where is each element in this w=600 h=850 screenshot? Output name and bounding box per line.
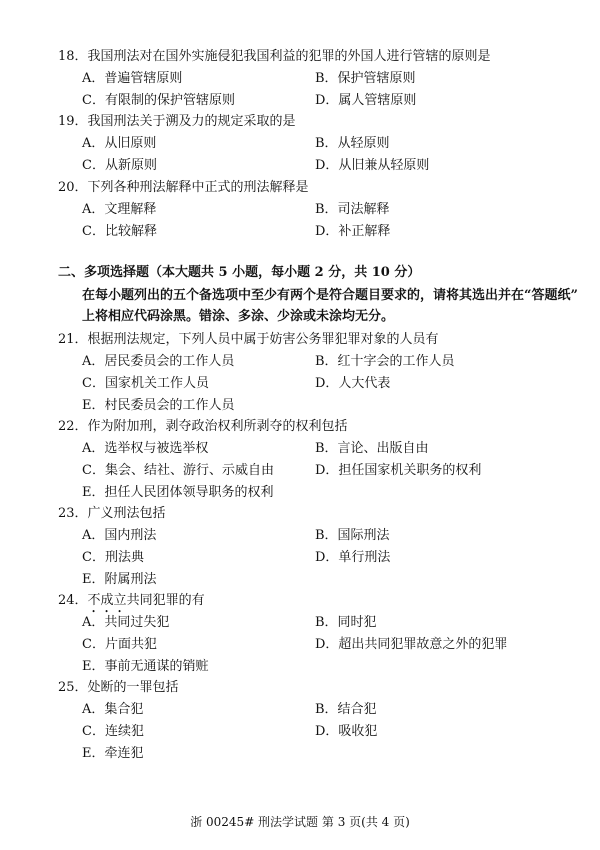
- page-footer: 浙 00245# 刑法学试题 第 3 页(共 4 页): [190, 815, 410, 829]
- question-24-option-d: D．超出共同犯罪故意之外的犯罪: [315, 637, 508, 652]
- question-24-stem: [58, 592, 205, 616]
- section-2-instruction-line-2: 上将相应代码涂黑。错涂、多涂、少涂或未涂均无分。: [82, 309, 395, 324]
- question-22-stem: 22．作为附加刑，剥夺政治权利所剥夺的权利包括: [58, 419, 348, 434]
- question-19-option-b: B．从轻原则: [315, 136, 390, 151]
- section-2-instruction-line-1: 在每小题列出的五个备选项中至少有两个是符合题目要求的，请将其选出并在“答题纸”: [82, 288, 578, 303]
- question-19-option-d: D．从旧兼从轻原则: [315, 158, 430, 173]
- question-24-option-e: E．事前无通谋的销赃: [82, 659, 209, 674]
- question-24-stem-rest: 共同犯罪的有: [126, 593, 205, 608]
- question-24-option-c: C．片面共犯: [82, 637, 157, 652]
- question-21-option-b: B．红十字会的工作人员: [315, 354, 455, 369]
- question-21-option-d: D．人大代表: [315, 376, 391, 391]
- question-22-option-e: E．担任人民团体领导职务的权利: [82, 485, 274, 500]
- question-19-stem: 19．我国刑法关于溯及力的规定采取的是: [58, 114, 296, 129]
- question-21-option-c: C．国家机关工作人员: [82, 376, 209, 391]
- question-20-option-a: A．文理解释: [82, 202, 157, 217]
- question-25-option-c: C．连续犯: [82, 724, 144, 739]
- question-23-stem: 23．广义刑法包括: [58, 506, 166, 521]
- question-22-option-d: D．担任国家机关职务的权利: [315, 463, 482, 478]
- question-24-emphasis: 不成立: [87, 593, 127, 608]
- question-24-option-b: B．同时犯: [315, 615, 377, 630]
- question-20-option-c: C．比较解释: [82, 224, 157, 239]
- question-23-option-e: E．附属刑法: [82, 572, 157, 587]
- question-22-option-a: A．选举权与被选举权: [82, 441, 209, 456]
- question-22-option-c: C．集会、结社、游行、示威自由: [82, 463, 274, 478]
- question-18-option-a: A．普遍管辖原则: [82, 71, 183, 86]
- question-21-stem: 21．根据刑法规定，下列人员中属于妨害公务罪犯罪对象的人员有: [58, 332, 439, 347]
- question-23-option-d: D．单行刑法: [315, 550, 391, 565]
- question-25-option-b: B．结合犯: [315, 702, 377, 717]
- section-2-title: 二、多项选择题（本大题共 5 小题，每小题 2 分，共 10 分）: [58, 265, 421, 280]
- question-23-option-a: A．国内刑法: [82, 528, 157, 543]
- question-18-option-c: C．有限制的保护管辖原则: [82, 93, 235, 108]
- question-18-option-d: D．属人管辖原则: [315, 93, 417, 108]
- question-25-stem: 25．处断的一罪包括: [58, 680, 179, 695]
- question-22-option-b: B．言论、出版自由: [315, 441, 429, 456]
- question-20-option-b: B．司法解释: [315, 202, 390, 217]
- question-21-option-e: E．村民委员会的工作人员: [82, 398, 235, 413]
- question-18-stem: 18．我国刑法对在国外实施侵犯我国利益的犯罪的外国人进行管辖的原则是: [58, 49, 491, 64]
- question-25-option-e: E．牵连犯: [82, 746, 144, 761]
- question-23-option-c: C．刑法典: [82, 550, 144, 565]
- question-23-option-b: B．国际刑法: [315, 528, 390, 543]
- question-19-option-a: A．从旧原则: [82, 136, 157, 151]
- question-24-number: 24．: [58, 593, 88, 608]
- question-25-option-a: A．集合犯: [82, 702, 144, 717]
- question-18-option-b: B．保护管辖原则: [315, 71, 416, 86]
- question-20-option-d: D．补正解释: [315, 224, 391, 239]
- question-21-option-a: A．居民委员会的工作人员: [82, 354, 235, 369]
- question-25-option-d: D．吸收犯: [315, 724, 378, 739]
- question-24-option-a: A．共同过失犯: [82, 615, 170, 630]
- question-19-option-c: C．从新原则: [82, 158, 157, 173]
- question-20-stem: 20．下列各种刑法解释中正式的刑法解释是: [58, 180, 309, 195]
